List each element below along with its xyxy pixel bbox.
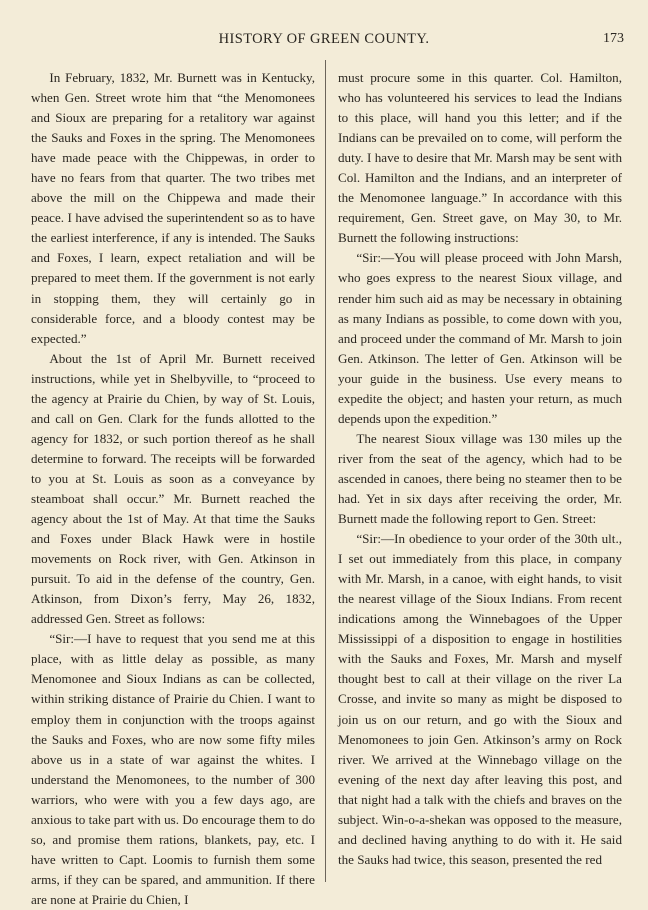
paragraph: must procure some in this quarter. Col. Hamilton, who has volunteered his services to lead the Indians to this place, will hand you this letter; and if the Indians can be prevailed on to come, will perform the duty. I have to desire that Mr. Marsh may be sent with Col. Hamilton and the Indians, and an interpreter of the Menomonee language.” In accordance with this requirement, Gen. Street gave, on May 30, to Mr. Burnett the following instructions: [338,70,622,246]
page-number: 173 [603,31,624,46]
paragraph: In February, 1832, Mr. Burnett was in Kentucky, when Gen. Street wrote him that “the Menomonees and Sioux are preparing for a retalitory war against the Sauks and Foxes in the spring. The Menomonees have made peace with the Chippewas, in order to have no fears from that quarter. The two tribes met above the mill on the Chippewa and made their peace. I have advised the superintendent so as to have the earliest interference, if any is intended. The Sauks and Foxes, I learn, expect retaliation and will be prepared to meet them. If the government is not early in stopping them, they will certainly go in considerable force, and a bloody contest may be expected.” [31,70,315,346]
paragraph: “Sir:—In obedience to your order of the 30th ult., I set out immediately from this place, in company with Mr. Marsh, in a canoe, with eight hands, to visit the nearest village of the Sioux Indians. From recent indications among the Winnebagoes of the Upper Mississippi of a disposition to engage in hostilities with the Sauks and Foxes, Mr. Marsh and myself thought best to call at their village on the river La Crosse, and invite so many as might be disposed to join us on our return, and go with the Sioux and Menomonees to join Gen. Atkinson’s army on Rock river. We arrived at the Winnebago village on the evening of the next day after leaving this post, and that night had a talk with the chiefs and braves on the subject. Win-o-a-shekan was opposed to the measure, and declined having anything to do with it. He said the Sauks had twice, this season, presented the red [338,531,622,867]
right-column [338,68,622,870]
paragraph: The nearest Sioux village was 130 miles up the river from the seat of the agency, which had to be ascended in canoes, there being no steamer then to be had. Yet in six days after receiving the order, Mr. Burnett made the following report to Gen. Street: [338,430,622,527]
running-head [0,28,648,52]
paragraph: About the 1st of April Mr. Burnett received instructions, while yet in Shelbyville, to “proceed to the agency at Prairie du Chien, by way of St. Louis, and call on Gen. Clark for the funds allotted to the agency for 1832, or such portion thereof as he shall determine to forward. The receipts will be forwarded to you at St. Louis as soon as a conveyance by steamboat shall occur.” Mr. Burnett reached the agency about the 1st of May. At that time the Sauks and Foxes under Black Hawk were in hostile movements on Rock river, with Gen. Atkinson in pursuit. To aid in the defense of the country, Gen. Atkinson, from Dixon’s ferry, May 26, 1832, addressed Gen. Street as follows: [31,350,315,627]
paragraph: “Sir:—You will please proceed with John Marsh, who goes express to the nearest Sioux village, and render him such aid as may be necessary in obtaining as many Indians as possible, to come down with you, and proceed under the command of Mr. Marsh to join Gen. Atkinson. The letter of Gen. Atkinson will be your guide in the business. Use every means to expedite the object; and hasten your return, as much depends upon the expedition.” [338,250,622,426]
left-column [31,68,315,910]
column-divider [325,60,326,882]
running-title: HISTORY OF GREEN COUNTY. [218,31,430,47]
paragraph: “Sir:—I have to request that you send me at this place, with as little delay as possible, as many Menomonee and Sioux Indians as can be collected, within striking distance of Prairie du Chien. I want to employ them in conjunction with the troops against the Sauks and Foxes, who are now some fifty miles above us in a state of war against the whites. I understand the Menomonees, to the number of 300 warriors, who were with you a few days ago, are anxious to take part with us. Do encourage them to do so, and promise them rations, blankets, pay, etc. I have written to Capt. Loomis to furnish them some arms, if they can be spared, and ammunition. If there are none at Prairie du Chien, I [31,631,315,907]
